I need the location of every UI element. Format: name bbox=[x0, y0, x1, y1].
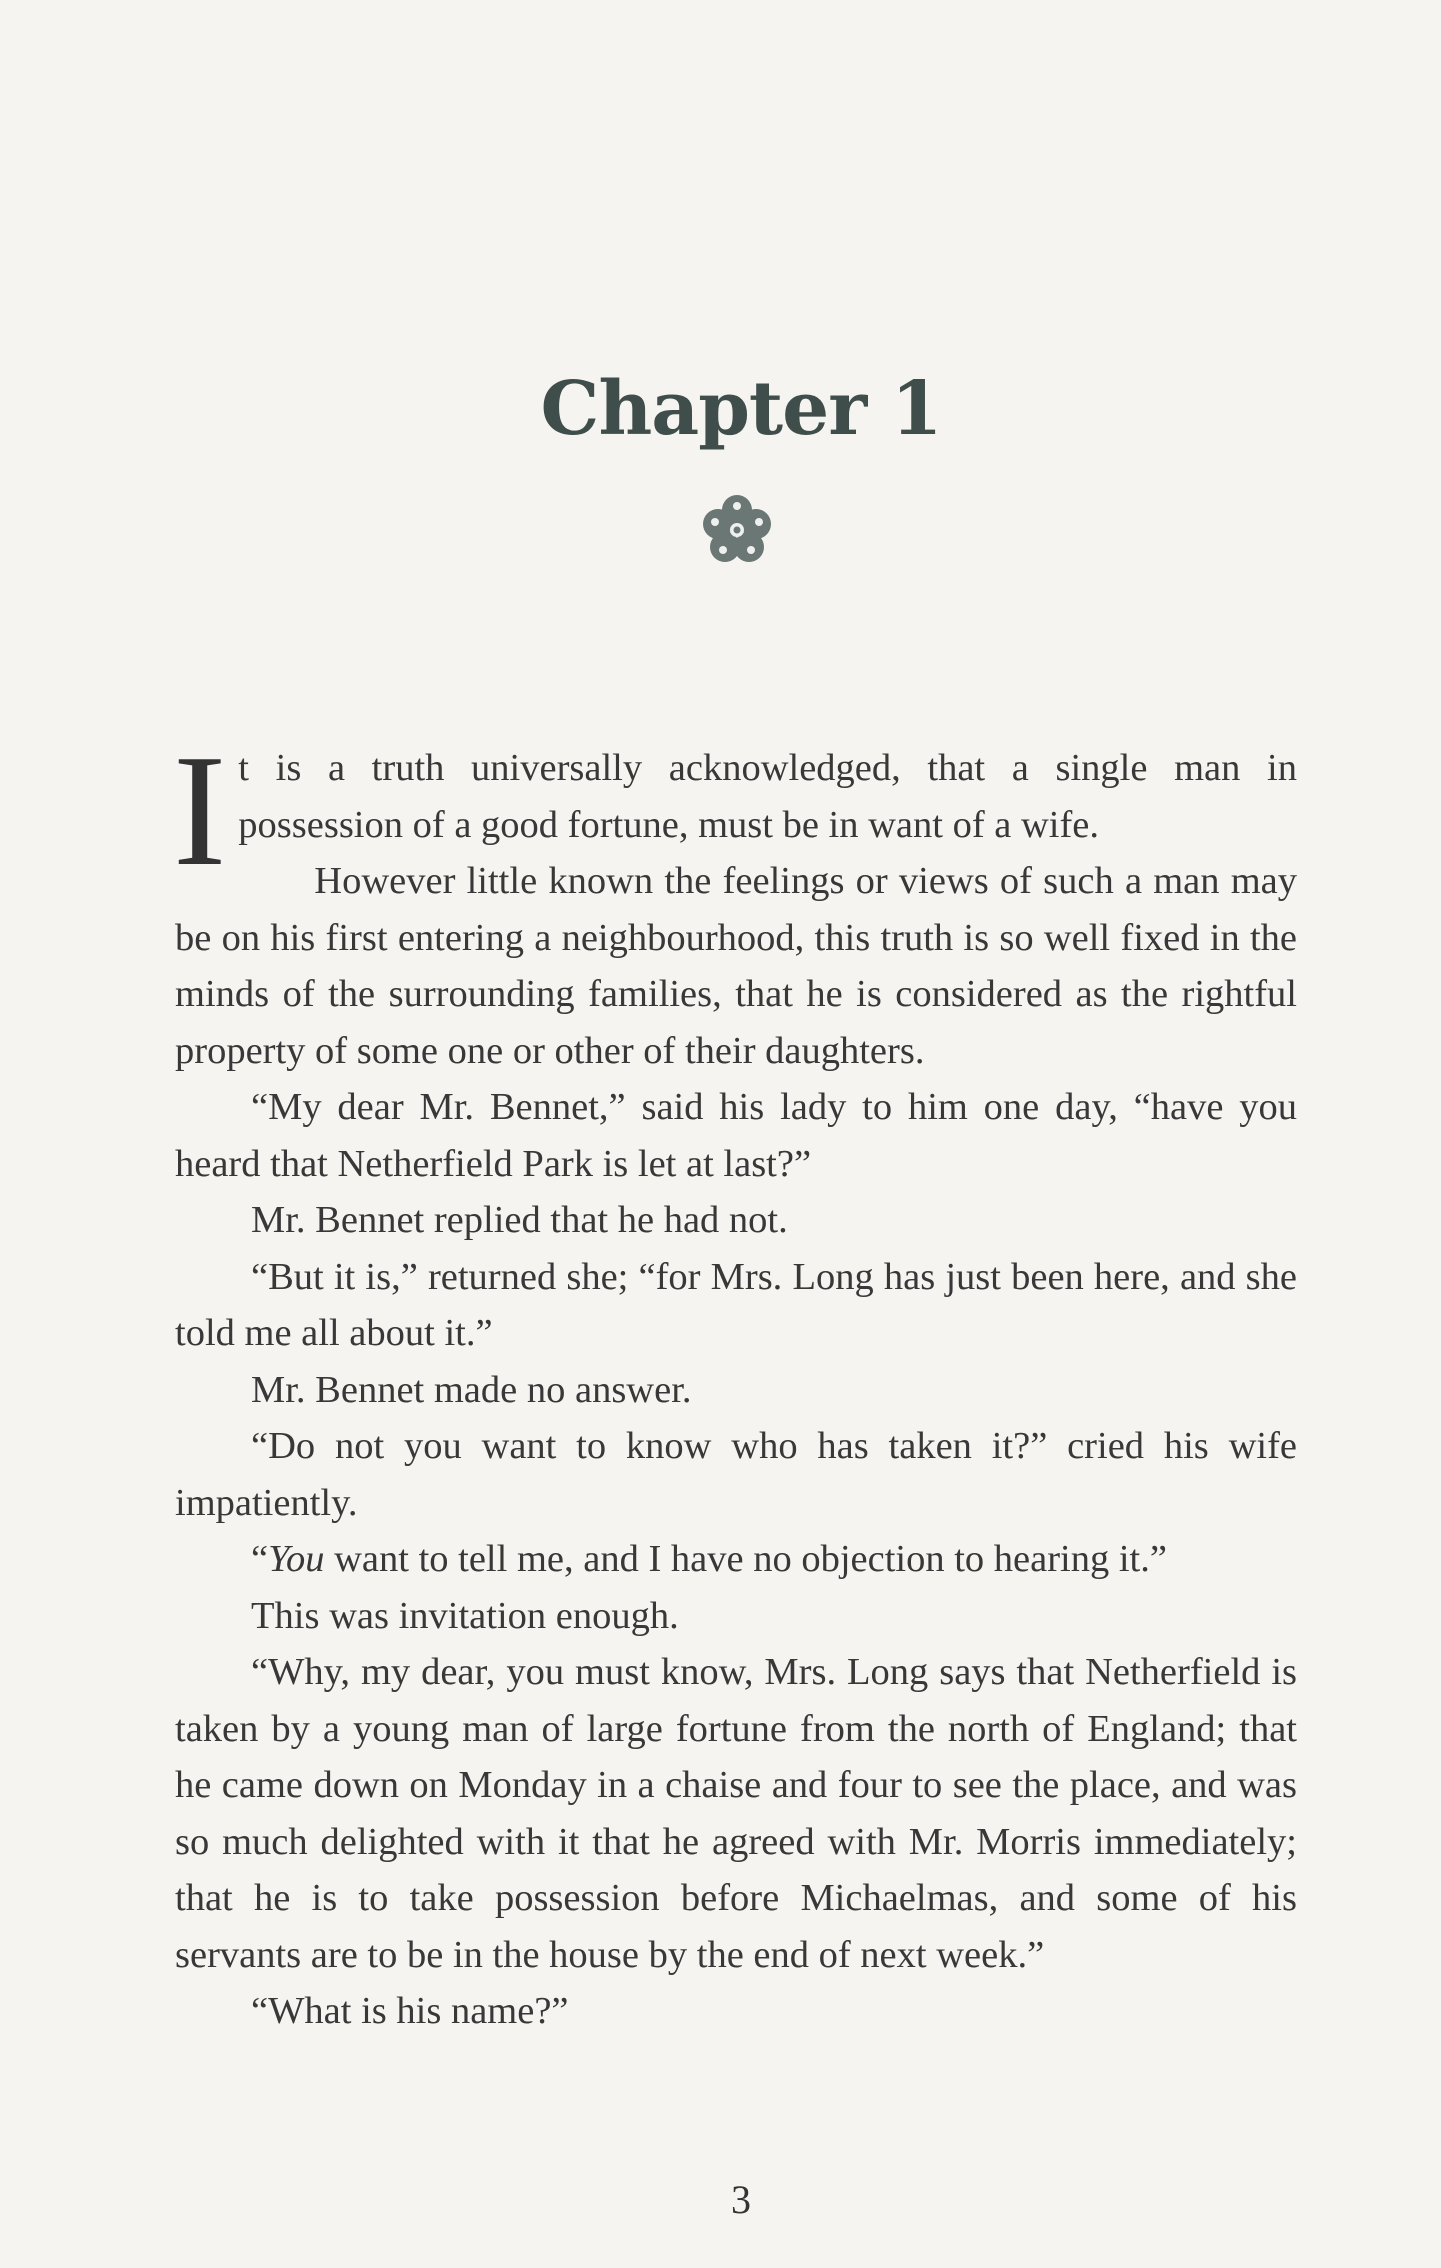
paragraph-3: “My dear Mr. Bennet,” said his lady to him one day, “have you heard that Netherfield Park is let at last?” bbox=[175, 1086, 1297, 1185]
paragraph-8 bbox=[175, 1531, 1297, 1588]
drop-cap: I bbox=[173, 721, 227, 899]
paragraph-7: “Do not you want to know who has taken it?” cried his wife impatiently. bbox=[175, 1425, 1297, 1524]
paragraph-5: “But it is,” returned she; “for Mrs. Long has just been here, and she told me all about it.” bbox=[175, 1255, 1297, 1354]
paragraph-10: “Why, my dear, you must know, Mrs. Long says that Netherfield is taken by a young man of large fortune from the north of England; that he came down on Monday in a chaise and four to see the place, and was so much delighted with it that he agreed with Mr. Morris immediately; that he is to take possession before Michaelmas, and some of his servants are to be in the house by the end of next week.” bbox=[175, 1651, 1297, 1976]
paragraph-8-quote: “ bbox=[251, 1538, 269, 1580]
paragraph-8-text: want to tell me, and I have no objection to hearing it.” bbox=[324, 1538, 1167, 1580]
paragraph-1-text: t is a truth universally acknowledged, that a single man in possession of a good fortune, must be in want of a wife. bbox=[238, 747, 1297, 846]
page-number: 3 bbox=[731, 2177, 751, 2222]
chapter-text bbox=[173, 721, 1297, 2040]
paragraph-11: “What is his name?” bbox=[251, 1990, 569, 2032]
flower-ornament-icon bbox=[697, 490, 777, 570]
chapter-title: Chapter 1 bbox=[540, 365, 942, 452]
paragraph-9: This was invitation enough. bbox=[251, 1594, 679, 1637]
paragraph-1 bbox=[173, 721, 1297, 899]
paragraph-4: Mr. Bennet replied that he had not. bbox=[251, 1199, 788, 1241]
paragraph-6: Mr. Bennet made no answer. bbox=[251, 1368, 692, 1411]
paragraph-2: However little known the feelings or views of such a man may be on his first entering a neighbourhood, this truth is so well fixed in the minds of the surrounding families, that he is considered as the rightful property of some one or other of their daughters. bbox=[175, 860, 1297, 1072]
paragraph-8-emphasis: You bbox=[268, 1538, 325, 1580]
